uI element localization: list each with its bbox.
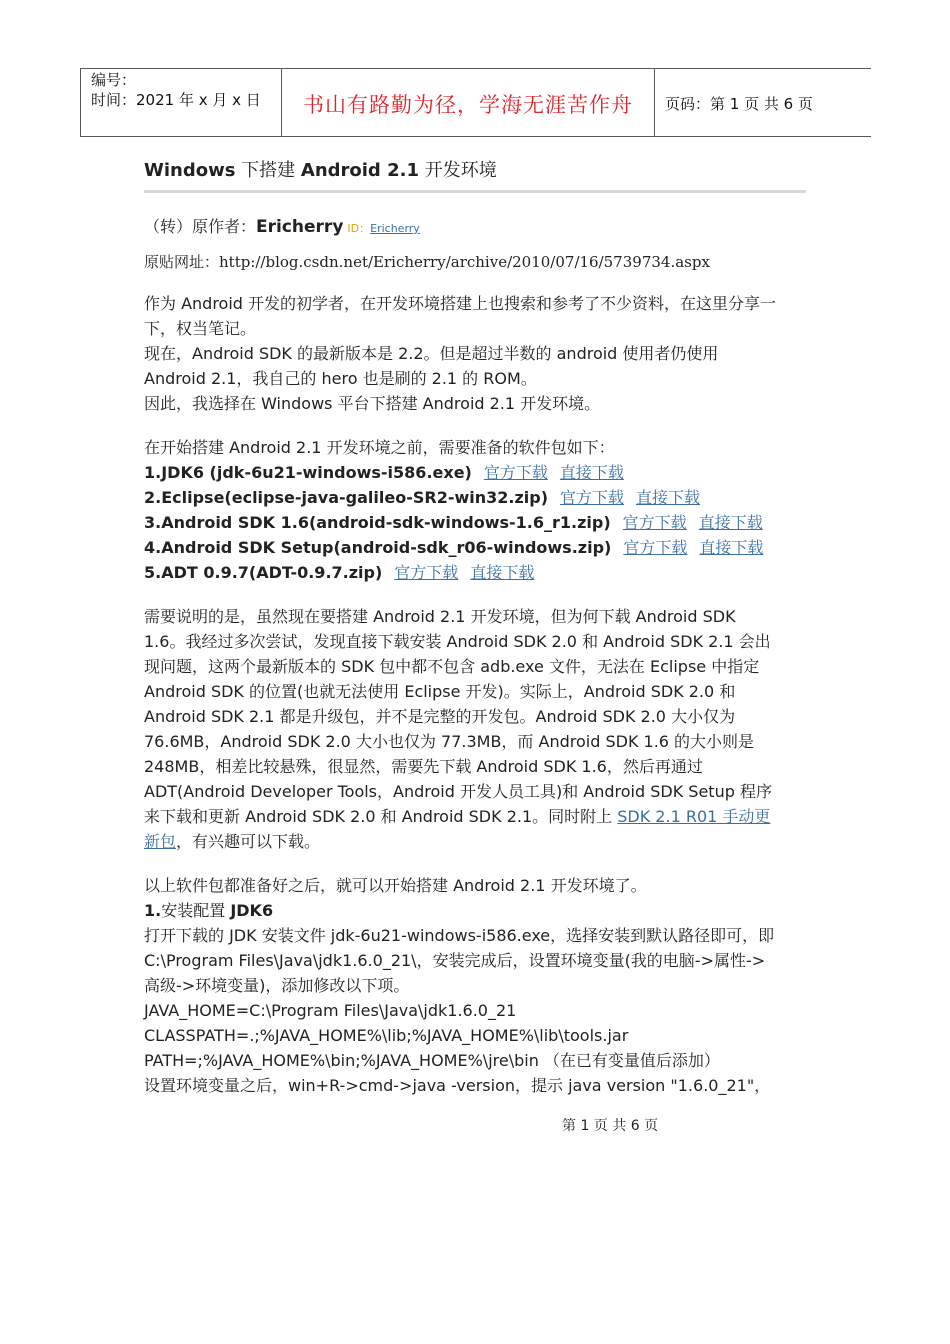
intro-line-3: 现在，Android SDK 的最新版本是 2.2。但是超过半数的 android 使用者仍使用 — [144, 344, 719, 363]
explain-line-5: Android SDK 2.1 都是升级包，并不是完整的开发包。Android SDK 2.0 大小仅为 — [144, 707, 736, 726]
step1-line-7: 设置环境变量之后，win+R->cmd->java -version，提示 java version "1.6.0_21"， — [144, 1076, 771, 1095]
step1-line-5: CLASSPATH=.;%JAVA_HOME%\lib;%JAVA_HOME%\lib\tools.jar — [144, 1026, 629, 1045]
step1-line-3: 高级->环境变量)，添加修改以下项。 — [144, 976, 410, 995]
author-name: Ericherry — [256, 217, 344, 237]
article-title — [144, 156, 497, 182]
explain-line-9 — [144, 804, 770, 829]
sdk-update-link-cont[interactable]: 新包 — [144, 832, 177, 851]
time-label: 时间：2021 年 x 月 x 日 — [91, 91, 261, 109]
title-android: Android 2.1 — [300, 160, 419, 181]
explain-line-4: Android SDK 的位置(也就无法使用 Eclipse 开发)。实际上，Android SDK 2.0 和 — [144, 682, 736, 701]
intro-line-5: 因此，我选择在 Windows 平台下搭建 Android 2.1 开发环境。 — [144, 394, 601, 413]
official-download-link[interactable]: 官方下载 — [483, 463, 548, 482]
package-name: 2.Eclipse(eclipse-java-galileo-SR2-win32.zip) — [144, 488, 549, 507]
official-download-link[interactable]: 官方下载 — [560, 488, 625, 507]
sdk-update-link[interactable]: SDK 2.1 R01 手动更 — [617, 807, 771, 826]
step1-line-4: JAVA_HOME=C:\Program Files\Java\jdk1.6.0_21 — [144, 1001, 517, 1020]
page-info: 页码：第 1 页 共 6 页 — [665, 95, 813, 113]
ready-line: 以上软件包都准备好之后，就可以开始搭建 Android 2.1 开发环境了。 — [144, 876, 647, 895]
step1-mid: 安装配置 — [161, 901, 231, 920]
source-url: 原贴网址：http://blog.csdn.net/Ericherry/archive/2010/07/16/5739734.aspx — [144, 253, 710, 271]
package-name: 5.ADT 0.9.7(ADT-0.9.7.zip) — [144, 563, 383, 582]
title-mid: 下搭建 — [235, 160, 301, 181]
author-id-label: ID： — [347, 222, 371, 235]
package-item — [144, 460, 624, 485]
package-name: 1.JDK6 (jdk-6u21-windows-i586.exe) — [144, 463, 472, 482]
direct-download-link[interactable]: 直接下载 — [559, 463, 624, 482]
explain-line-1: 需要说明的是，虽然现在要搭建 Android 2.1 开发环境，但为何下载 Android SDK — [144, 607, 736, 626]
official-download-link[interactable]: 官方下载 — [622, 513, 687, 532]
explain-line-8: ADT(Android Developer Tools，Android 开发人员工具)和 Android SDK Setup 程序 — [144, 782, 772, 801]
header-motto-cell — [282, 69, 655, 136]
direct-download-link[interactable]: 直接下载 — [636, 488, 701, 507]
official-download-link[interactable]: 官方下载 — [394, 563, 459, 582]
explain-line-10-text: ，有兴趣可以下载。 — [176, 832, 321, 851]
package-name: 3.Android SDK 1.6(android-sdk-windows-1.6_r1.zip) — [144, 513, 611, 532]
motto: 书山有路勤为径，学海无涯苦作舟 — [303, 93, 633, 117]
step1-line-2: C:\Program Files\Java\jdk1.6.0_21\，安装完成后，设置环境变量(我的电脑->属性-> — [144, 951, 766, 970]
title-divider — [144, 190, 806, 193]
official-download-link[interactable]: 官方下载 — [623, 538, 688, 557]
intro-line-2: 下，权当笔记。 — [144, 319, 257, 338]
step1-bold: JDK6 — [230, 901, 274, 920]
direct-download-link[interactable]: 直接下载 — [698, 513, 763, 532]
package-item — [144, 560, 534, 585]
title-windows: Windows — [144, 160, 236, 181]
step1-line-1: 打开下载的 JDK 安装文件 jdk-6u21-windows-i586.exe，选择安装到默认路径即可，即 — [144, 926, 775, 945]
package-item — [144, 485, 700, 510]
header-page-cell — [655, 69, 871, 136]
author-id-link[interactable]: Ericherry — [370, 222, 420, 235]
header-table — [80, 68, 871, 137]
step1-num: 1. — [144, 901, 162, 920]
intro-line-4: Android 2.1，我自己的 hero 也是刷的 2.1 的 ROM。 — [144, 369, 537, 388]
explain-line-9-text: 来下载和更新 Android SDK 2.0 和 Android SDK 2.1。同时附上 — [144, 807, 618, 826]
package-name: 4.Android SDK Setup(android-sdk_r06-windows.zip) — [144, 538, 612, 557]
direct-download-link[interactable]: 直接下载 — [699, 538, 764, 557]
header-meta-cell — [81, 69, 282, 136]
serial-label: 编号： — [91, 71, 137, 89]
explain-line-2: 1.6。我经过多次尝试，发现直接下载安装 Android SDK 2.0 和 Android SDK 2.1 会出 — [144, 632, 771, 651]
intro-line-1: 作为 Android 开发的初学者，在开发环境搭建上也搜索和参考了不少资料，在这里分享一 — [144, 294, 777, 313]
page-footer: 第 1 页 共 6 页 — [562, 1118, 659, 1134]
step1-heading — [144, 898, 273, 923]
title-end: 开发环境 — [418, 160, 497, 181]
author-prefix: （转）原作者： — [144, 217, 257, 236]
explain-line-7: 248MB，相差比较悬殊，很显然，需要先下载 Android SDK 1.6，然后再通过 — [144, 757, 703, 776]
package-item — [144, 510, 763, 535]
package-item — [144, 535, 763, 560]
step1-line-6: PATH=;%JAVA_HOME%\bin;%JAVA_HOME%\jre\bin （在已有变量值后添加） — [144, 1051, 720, 1070]
explain-line-3: 现问题，这两个最新版本的 SDK 包中都不包含 adb.exe 文件，无法在 Eclipse 中指定 — [144, 657, 760, 676]
explain-line-6: 76.6MB，Android SDK 2.0 大小也仅为 77.3MB，而 Android SDK 1.6 的大小则是 — [144, 732, 755, 751]
author-line — [144, 214, 420, 237]
direct-download-link[interactable]: 直接下载 — [470, 563, 535, 582]
explain-line-10 — [144, 829, 320, 854]
packages-intro: 在开始搭建 Android 2.1 开发环境之前，需要准备的软件包如下： — [144, 438, 615, 457]
